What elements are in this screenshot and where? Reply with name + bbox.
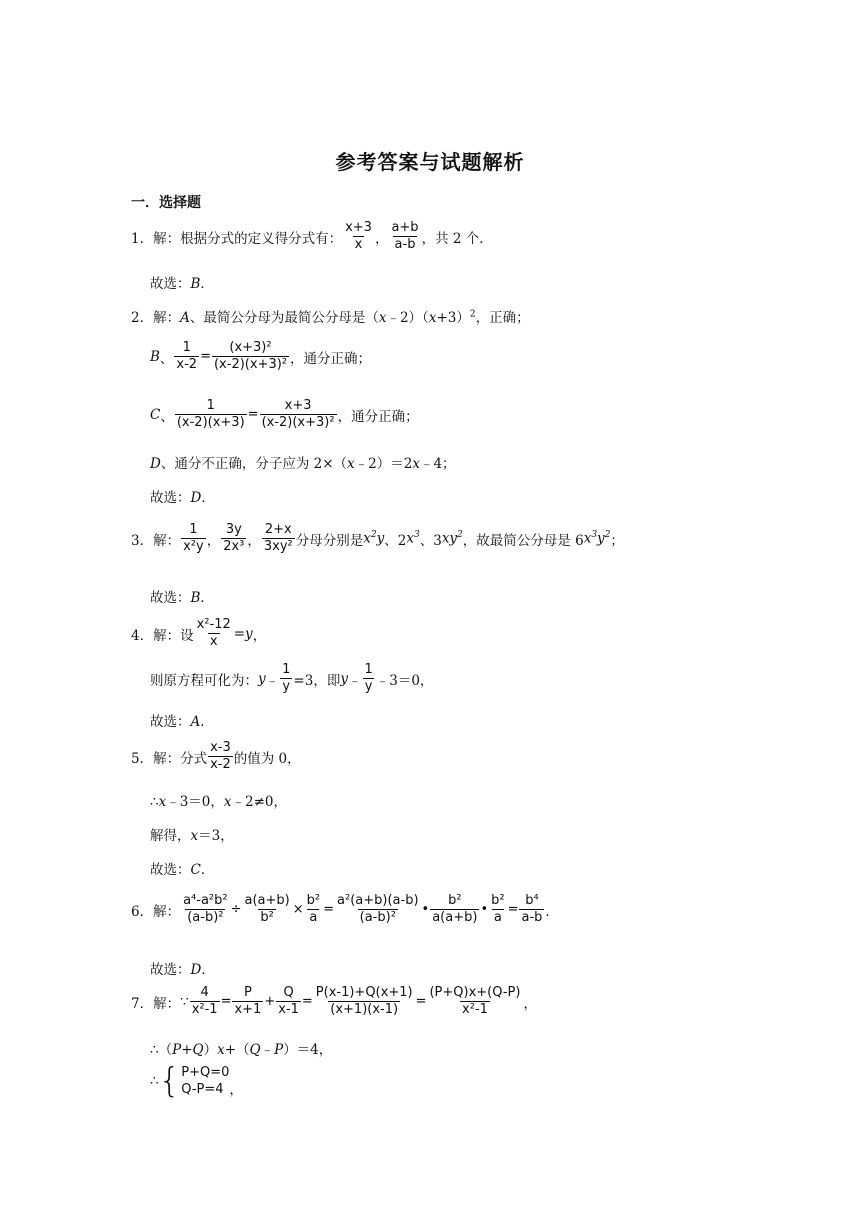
- fraction: $\frac{\text{b⁴}}{a-b}$: [521, 893, 543, 925]
- answer-choice-3: 故选：B．: [150, 590, 214, 606]
- fraction: $\frac{x+3}{x}$: [345, 220, 372, 252]
- equation-system: ∴ { P+Q=0 Q-P=4 ，: [150, 1061, 243, 1101]
- answer-3: 3．解： $\frac{1}{\text{x²y}}$ ， $\frac{3y}{\text{2x³}}$ ， $\frac{2+x}{\text{3xy²}}$ 分母分别是 $x^2y$ 、2 $x^3$ 、3 $xy^2$ ，故最简公分母是 6 $x^3y^2$ ；: [131, 522, 624, 554]
- fraction: $\frac{\text{a⁴-a²b²}}{\text{(a-b)²}}$: [183, 893, 228, 925]
- answer-4-line2: 则原方程可化为： y ﹣ $\frac{1}{y}$ =3，即 y ﹣ $\frac{1}{y}$ ﹣3＝0，: [150, 662, 434, 694]
- answer-2: 2．解：A、最简公分母为最简公分母是$(x﹣2)(x+3)^2$，正确；: [131, 309, 530, 326]
- fraction: $\frac{\text{x²-12}}{x}$: [196, 617, 231, 649]
- answer-5-line2: ∴x﹣3＝0，x﹣2≠0，: [150, 794, 288, 810]
- fraction: $\frac{2+x}{\text{3xy²}}$: [263, 522, 293, 554]
- answer-choice-4: 故选：A．: [150, 714, 214, 730]
- fraction: $\frac{(P+Q)x+(Q-P)}{\text{x²-1}}$: [429, 985, 521, 1017]
- fraction: $\frac{1}{\text{x²y}}$: [183, 522, 204, 554]
- answer-5: 5．解： 分式 $\frac{x-3}{x-2}$ 的值为 0，: [131, 740, 301, 772]
- fraction: $\frac{4}{\text{x²-1}}$: [191, 985, 218, 1017]
- fraction: $\frac{\text{(x+3)²}}{\text{(x-2)(x+3)²}}$: [213, 340, 287, 372]
- fraction: $\frac{1}{y}$: [364, 662, 373, 694]
- section-heading: 一．选择题: [131, 195, 201, 211]
- fraction: $\frac{\text{b²}}{a}$: [306, 893, 321, 925]
- fraction: $\frac{x-3}{x-2}$: [210, 740, 231, 772]
- answer-7-line2: ∴（P+Q）x+（Q﹣P）＝4，: [150, 1042, 333, 1058]
- fraction: $\frac{1}{x-2}$: [176, 340, 198, 372]
- answer-4: 4．解： 设 $\frac{\text{x²-12}}{x}$ = y ，: [131, 617, 267, 649]
- fraction: $\frac{a+b}{a-b}$: [391, 220, 419, 252]
- answer-choice-6: 故选：D．: [150, 962, 215, 978]
- fraction: $\frac{3y}{\text{2x³}}$: [223, 522, 245, 554]
- item-number: 1．解：: [131, 230, 181, 247]
- fraction: $\frac{P(x-1)+Q(x+1)}{(x+1)(x-1)}$: [315, 985, 413, 1017]
- fraction: $\frac{x+3}{\text{(x-2)(x+3)²}}$: [261, 398, 335, 430]
- fraction: $\frac{\text{b²}}{a}$: [491, 893, 505, 925]
- fraction: $\frac{Q}{x-1}$: [278, 985, 299, 1017]
- answer-choice-5: 故选：C．: [150, 862, 215, 878]
- answer-5-line3: 解得，x＝3，: [150, 828, 234, 844]
- fraction: $\frac{P}{x+1}$: [234, 985, 262, 1017]
- fraction: $\frac{a(a+b)}{\text{b²}}$: [244, 893, 290, 925]
- fraction: $\frac{1}{(x-2)(x+3)}$: [176, 398, 245, 430]
- answer-choice-2: 故选：D．: [150, 490, 215, 506]
- answer-choice-1: 故选：B．: [150, 276, 214, 292]
- answer-2-d: D、通分不正确，分子应为 2×（x﹣2）＝2x﹣4；: [150, 456, 456, 472]
- fraction: $\frac{1}{y}$: [282, 662, 291, 694]
- answer-1: 1．解： 根据分式的定义得分式有： $\frac{x+3}{x}$ ， $\frac{a+b}{a-b}$ ，共 2 个．: [131, 220, 493, 252]
- answer-2-b: B 、 $\frac{1}{x-2}$ = $\frac{\text{(x+3)²}}{\text{(x-2)(x+3)²}}$ ，通分正确；: [150, 340, 371, 372]
- answer-7: 7．解： ∵ $\frac{4}{\text{x²-1}}$ = $\frac{P}{x+1}$ + $\frac{Q}{x-1}$ = $\frac{P(x-1)+Q(x+1)}{(x+1)(x-1)}$ = $\frac{(P+Q)x+(Q-P)}{\text{x²-1}}$ ，: [131, 985, 537, 1017]
- fraction: $\frac{\text{a²(a+b)(a-b)}}{\text{(a-b)²}}$: [337, 893, 419, 925]
- answer-6: 6．解： $\frac{\text{a⁴-a²b²}}{\text{(a-b)²}}$ ÷ $\frac{a(a+b)}{\text{b²}}$ × $\frac{\text{b²}}{a}$ = $\frac{\text{a²(a+b)(a-b)}}{\text{(a-b)²}}$ • $\frac{\text{b²}}{a(a+b)}$ • $\frac{\text{b²}}{a}$ = $\frac{\text{b⁴}}{a-b}$ ．: [131, 893, 559, 925]
- answer-text: 根据分式的定义得分式有：: [180, 230, 343, 247]
- page-title: 参考答案与试题解析: [335, 150, 525, 174]
- fraction: $\frac{\text{b²}}{a(a+b)}$: [432, 893, 478, 925]
- answer-2-c: C 、 $\frac{1}{(x-2)(x+3)}$ = $\frac{x+3}{\text{(x-2)(x+3)²}}$ ，通分正确；: [150, 398, 419, 430]
